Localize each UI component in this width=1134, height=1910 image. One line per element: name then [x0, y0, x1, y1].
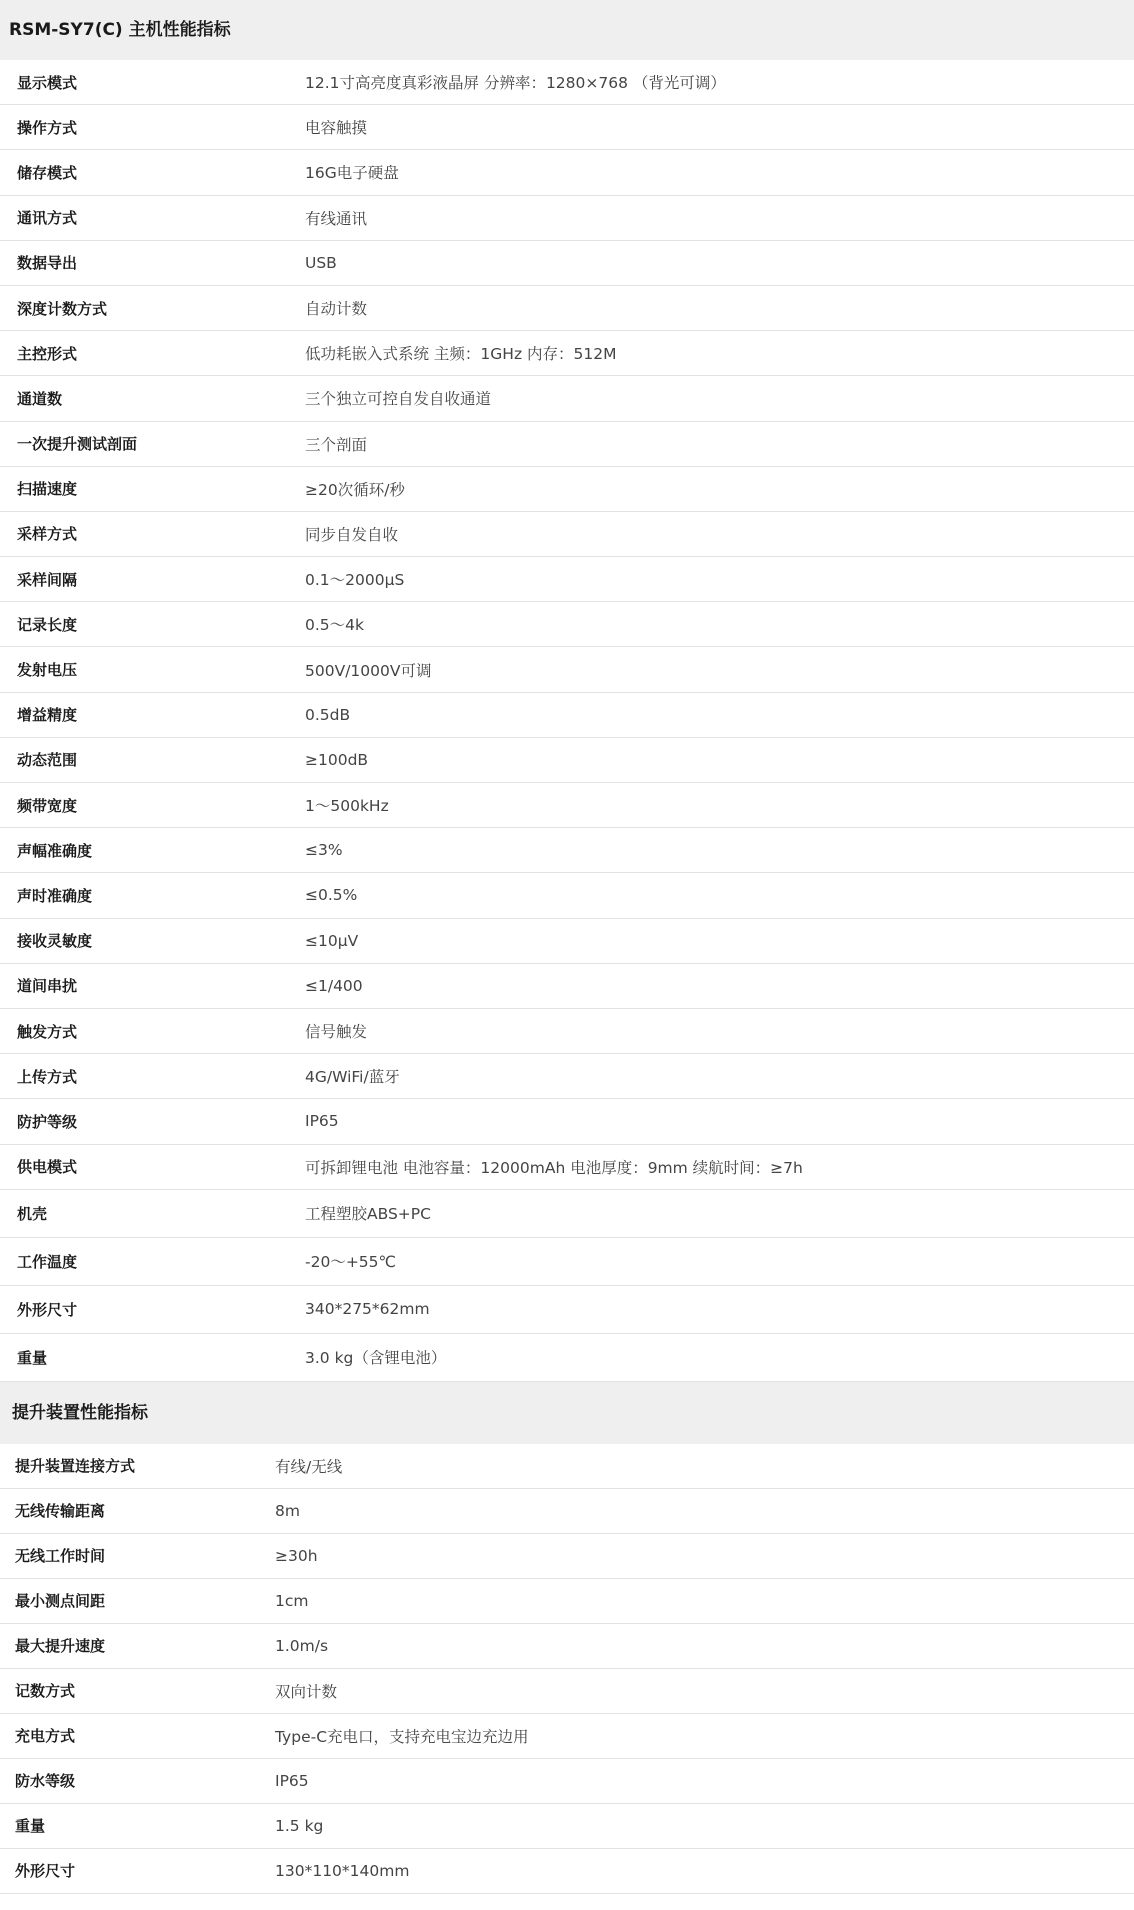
spec-label: 无线工作时间: [15, 1547, 106, 1566]
spec-label: 接收灵敏度: [17, 932, 93, 951]
spec-row: [0, 1804, 1134, 1849]
lift-spec-title: 提升装置性能指标: [0, 1382, 1134, 1444]
main-spec-title: RSM-SY7(C) 主机性能指标: [0, 0, 1134, 60]
spec-label: 一次提升测试剖面: [17, 435, 138, 454]
spec-row: [0, 1579, 1134, 1624]
spec-row: [0, 241, 1134, 286]
spec-row: [0, 1145, 1134, 1190]
spec-row: [0, 693, 1134, 738]
spec-row: [0, 783, 1134, 828]
spec-row: [0, 1669, 1134, 1714]
spec-row: [0, 467, 1134, 512]
spec-row: [0, 738, 1134, 783]
spec-label: 深度计数方式: [17, 299, 108, 318]
spec-label: 动态范围: [17, 751, 78, 770]
spec-row: [0, 919, 1134, 964]
spec-row: [0, 286, 1134, 331]
spec-value: 8m: [275, 1501, 300, 1520]
spec-value: 信号触发: [305, 1023, 368, 1042]
spec-value: 12.1寸高亮度真彩液晶屏 分辨率：1280×768 （背光可调）: [305, 74, 726, 93]
spec-row: [0, 1849, 1134, 1894]
spec-row: [0, 1009, 1134, 1054]
spec-label: 声幅准确度: [17, 841, 93, 860]
spec-label: 防护等级: [17, 1112, 78, 1131]
lift-spec-table: [0, 1444, 1134, 1894]
spec-row: [0, 1759, 1134, 1804]
spec-value: -20～+55℃: [305, 1253, 396, 1272]
spec-label: 机壳: [17, 1204, 48, 1223]
spec-row: [0, 873, 1134, 918]
spec-row: [0, 602, 1134, 647]
spec-label: 道间串扰: [17, 977, 78, 996]
spec-row: [0, 422, 1134, 467]
spec-label: 最小测点间距: [15, 1592, 106, 1611]
spec-value: 0.1～2000μS: [305, 571, 405, 590]
spec-row: [0, 1489, 1134, 1534]
spec-row: [0, 1624, 1134, 1669]
spec-value: USB: [305, 253, 337, 272]
spec-label: 重量: [17, 1348, 48, 1367]
spec-label: 采样间隔: [17, 570, 78, 589]
spec-value: ≤1/400: [305, 976, 363, 995]
spec-label: 工作温度: [17, 1252, 78, 1271]
spec-row: [0, 196, 1134, 241]
spec-label: 外形尺寸: [17, 1300, 78, 1319]
spec-row: [0, 60, 1134, 105]
spec-value: 电容触摸: [305, 119, 368, 138]
spec-value: 0.5～4k: [305, 616, 364, 635]
spec-value: Type-C充电口，支持充电宝边充边用: [275, 1727, 529, 1746]
spec-row: [0, 1334, 1134, 1382]
spec-value: 3.0 kg（含锂电池）: [305, 1349, 447, 1368]
spec-label: 触发方式: [17, 1022, 78, 1041]
spec-row: [0, 376, 1134, 421]
spec-label: 最大提升速度: [15, 1637, 106, 1656]
spec-row: [0, 1054, 1134, 1099]
spec-label: 主控形式: [17, 344, 78, 363]
spec-row: [0, 1099, 1134, 1144]
spec-label: 采样方式: [17, 525, 78, 544]
spec-label: 显示模式: [17, 73, 78, 92]
spec-value: ≤3%: [305, 841, 343, 860]
spec-label: 防水等级: [15, 1772, 76, 1791]
spec-row: [0, 105, 1134, 150]
spec-row: [0, 828, 1134, 873]
spec-value: ≥100dB: [305, 750, 369, 769]
spec-row: [0, 150, 1134, 195]
spec-row: [0, 1238, 1134, 1286]
spec-value: ≥20次循环/秒: [305, 480, 405, 499]
spec-row: [0, 647, 1134, 692]
spec-value: 可拆卸锂电池 电池容量：12000mAh 电池厚度：9mm 续航时间：≥7h: [305, 1158, 803, 1177]
spec-label: 重量: [15, 1817, 46, 1836]
spec-row: [0, 1190, 1134, 1238]
spec-label: 通道数: [17, 389, 63, 408]
spec-row: [0, 1714, 1134, 1759]
spec-value: ≥30h: [275, 1546, 318, 1565]
spec-value: 1.0m/s: [275, 1636, 329, 1655]
spec-value: 16G电子硬盘: [305, 164, 399, 183]
spec-label: 无线传输距离: [15, 1502, 106, 1521]
spec-label: 外形尺寸: [15, 1862, 76, 1881]
spec-value: 低功耗嵌入式系统 主频：1GHz 内存：512M: [305, 345, 617, 364]
spec-label: 提升装置连接方式: [15, 1457, 136, 1476]
main-spec-table: [0, 60, 1134, 1382]
spec-value: 有线通讯: [305, 209, 368, 228]
spec-value: 500V/1000V可调: [305, 661, 432, 680]
spec-row: [0, 964, 1134, 1009]
spec-row: [0, 331, 1134, 376]
spec-value: 1.5 kg: [275, 1816, 324, 1835]
spec-label: 供电模式: [17, 1158, 78, 1177]
spec-value: 双向计数: [275, 1682, 338, 1701]
spec-label: 上传方式: [17, 1067, 78, 1086]
spec-label: 记数方式: [15, 1682, 76, 1701]
spec-value: 自动计数: [305, 300, 368, 319]
spec-value: 三个剖面: [305, 435, 368, 454]
spec-label: 数据导出: [17, 254, 78, 273]
spec-value: 0.5dB: [305, 705, 351, 724]
spec-label: 增益精度: [17, 706, 78, 725]
spec-value: 同步自发自收: [305, 525, 399, 544]
spec-row: [0, 1444, 1134, 1489]
spec-label: 储存模式: [17, 163, 78, 182]
spec-value: IP65: [275, 1771, 309, 1790]
spec-value: 有线/无线: [275, 1457, 343, 1476]
spec-label: 声时准确度: [17, 886, 93, 905]
spec-row: [0, 1286, 1134, 1334]
spec-value: ≤0.5%: [305, 886, 358, 905]
spec-value: IP65: [305, 1112, 339, 1131]
spec-value: 130*110*140mm: [275, 1861, 410, 1880]
spec-value: 1cm: [275, 1591, 309, 1610]
spec-value: ≤10μV: [305, 931, 359, 950]
spec-label: 发射电压: [17, 661, 78, 680]
spec-row: [0, 1534, 1134, 1579]
spec-value: 1～500kHz: [305, 797, 389, 816]
spec-label: 频带宽度: [17, 796, 78, 815]
spec-label: 扫描速度: [17, 480, 78, 499]
spec-row: [0, 512, 1134, 557]
spec-label: 充电方式: [15, 1727, 76, 1746]
spec-label: 记录长度: [17, 615, 78, 634]
spec-value: 工程塑胶ABS+PC: [305, 1205, 431, 1224]
spec-label: 操作方式: [17, 118, 78, 137]
spec-value: 4G/WiFi/蓝牙: [305, 1068, 400, 1087]
spec-value: 340*275*62mm: [305, 1300, 430, 1319]
spec-row: [0, 557, 1134, 602]
spec-value: 三个独立可控自发自收通道: [305, 390, 492, 409]
spec-label: 通讯方式: [17, 209, 78, 228]
